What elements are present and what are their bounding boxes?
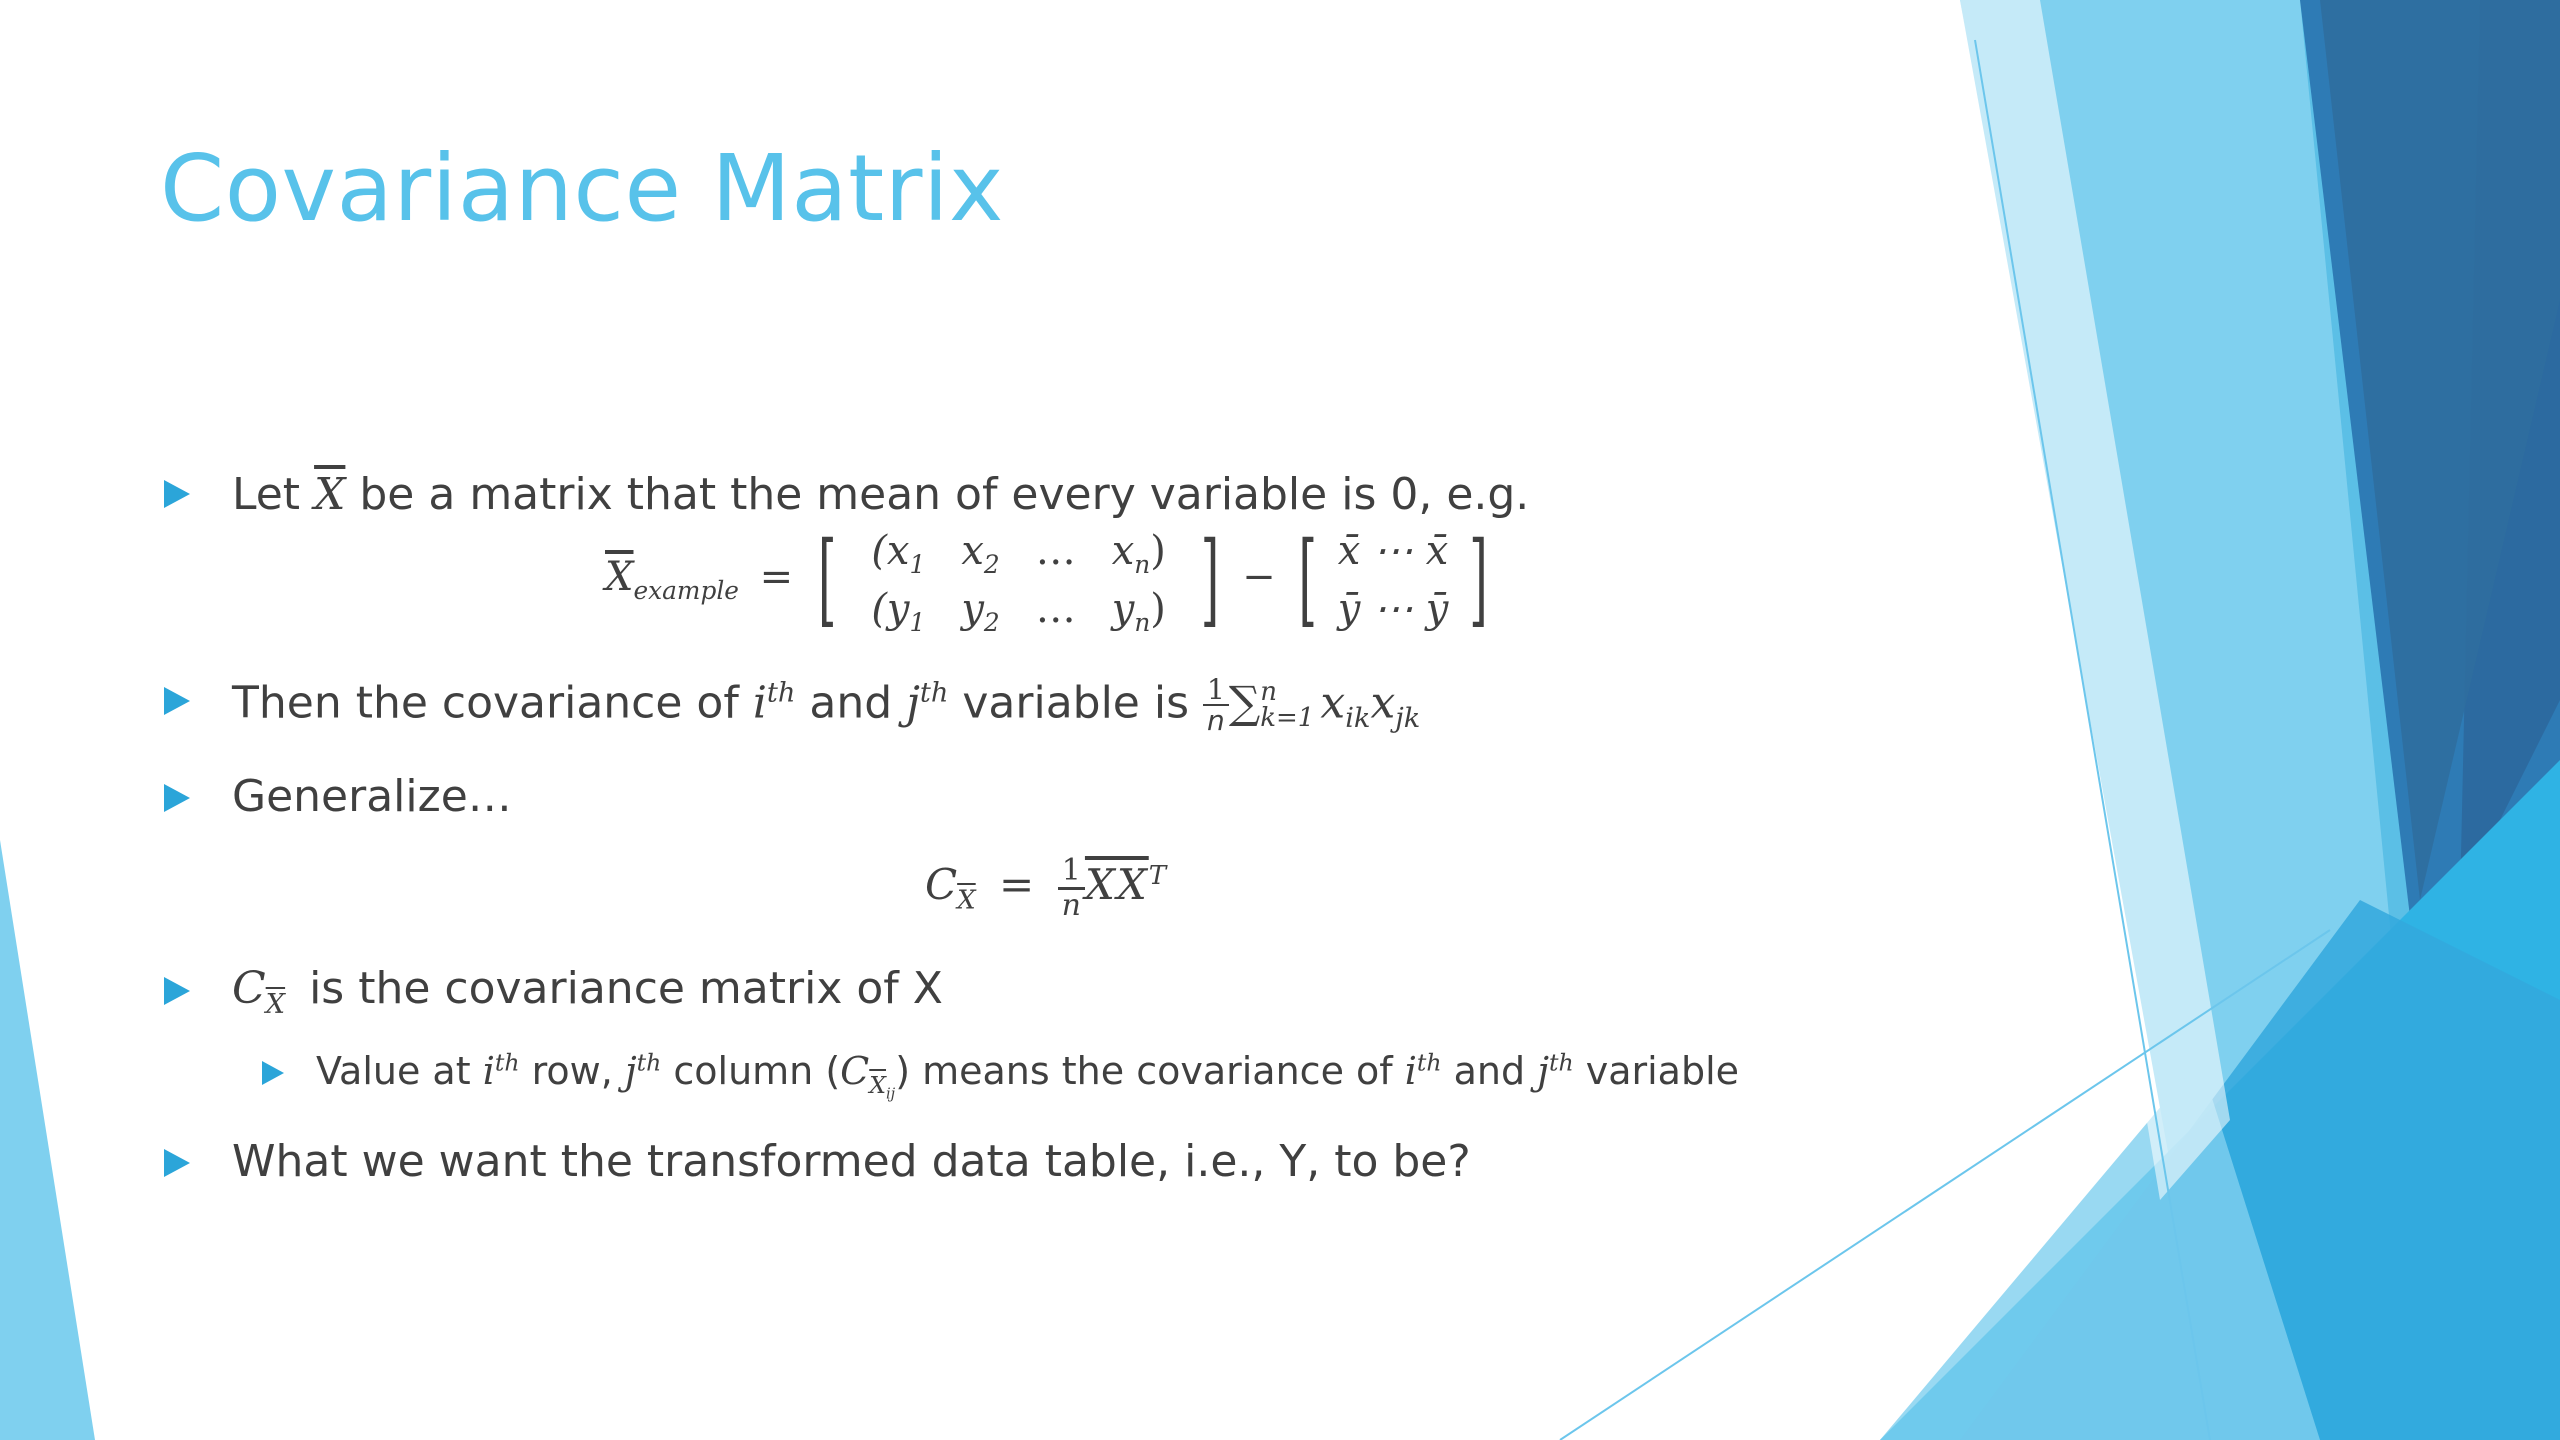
bullet-4-text: is the covariance matrix of X: [295, 963, 943, 1014]
bullet-2-text-c: variable is: [948, 677, 1204, 729]
left-bracket: [: [817, 521, 837, 639]
term-x: x: [1320, 677, 1346, 729]
eq-lhs-subscript: example: [633, 576, 739, 605]
th-superscript: th: [1416, 1048, 1442, 1077]
c-symbol: C: [232, 963, 266, 1014]
bullet-2-text-a: Then the covariance of: [232, 677, 753, 729]
j-symbol: j: [906, 677, 920, 729]
bullet-arrow-icon: [164, 480, 190, 508]
covariance-equation: [925, 855, 1166, 921]
matrix-row-x: ($x_1$ $x_2$ … $x_n$): [871, 528, 1166, 579]
sub-bullet: [316, 1048, 1740, 1103]
transpose-superscript: T: [1148, 861, 1167, 891]
left-bracket-mean: [: [1298, 521, 1318, 639]
th-superscript: th: [494, 1048, 520, 1077]
bullet-arrow-icon: [164, 784, 190, 812]
sub-bullet-text-b: row,: [519, 1049, 625, 1093]
cov-fraction: [1058, 855, 1085, 921]
cov-equals: =: [999, 860, 1035, 909]
th-superscript: th: [1548, 1048, 1574, 1077]
th-superscript: th: [919, 677, 949, 709]
cov-lhs-symbol: C: [925, 860, 958, 909]
x-bar-symbol: $\overline{X}$: [314, 469, 346, 520]
bullet-5: What we want the transformed data table, i.e., Y, to be?: [232, 1136, 1471, 1187]
cov-fraction-denominator: n: [1061, 887, 1081, 923]
eq-equals: =: [759, 554, 794, 600]
sub-bullet-arrow-icon: [262, 1061, 284, 1085]
summation-limits: [1260, 677, 1315, 734]
sub-bullet-text-c: column (: [661, 1049, 841, 1093]
facet-left-sliver: [0, 840, 95, 1440]
sum-lower-limit: k=1: [1260, 703, 1315, 734]
c-subscript: $\overline{X}$: [869, 1070, 887, 1099]
bullet-3: Generalize…: [232, 771, 512, 822]
sub-bullet-text-a: Value at: [316, 1049, 483, 1093]
bullet-1-text-b: be a matrix that the mean of every variable is 0, e.g.: [345, 469, 1530, 520]
bullet-1: [232, 469, 1530, 520]
th-superscript: th: [636, 1048, 662, 1077]
sub-bullet-text-e: and: [1441, 1049, 1538, 1093]
j-symbol: j: [624, 1049, 637, 1093]
sub-bullet-text-f: variable: [1573, 1049, 1740, 1093]
eq-minus: −: [1242, 554, 1276, 600]
bullet-2: [232, 675, 1420, 736]
mean-row-y: ȳ ⋯ ȳ: [1337, 586, 1449, 632]
slide-title: Covariance Matrix: [160, 135, 1005, 242]
c-subscript: X: [265, 988, 286, 1020]
j-symbol: j: [1537, 1049, 1549, 1093]
term-sub-ik: ik: [1345, 703, 1371, 735]
sum-upper-limit: n: [1260, 677, 1278, 708]
one-over-n-fraction: [1203, 675, 1229, 736]
i-symbol: i: [752, 677, 767, 729]
example-equation: [605, 522, 1492, 638]
eq-lhs-symbol: $\overline{X}$: [605, 554, 634, 600]
c-symbol: C: [840, 1049, 870, 1093]
mean-matrix: [1334, 522, 1453, 638]
th-superscript: th: [766, 677, 796, 709]
bullet-1-text-a: Let: [232, 469, 315, 520]
bullet-2-text-b: and: [795, 677, 907, 729]
i-symbol: i: [482, 1049, 495, 1093]
sub-bullet-text-d: ) means the covariance of: [895, 1049, 1405, 1093]
i-symbol: i: [1404, 1049, 1417, 1093]
mean-row-x: x̄ ⋯ x̄: [1337, 528, 1449, 574]
cov-lhs-subscript: X: [957, 885, 976, 916]
term-x2: x: [1370, 677, 1396, 729]
bullet-4: [232, 963, 943, 1020]
c-subsubscript: ij: [886, 1085, 896, 1103]
matrix-row-y: ($y_1$ $y_2$ … $y_n$): [871, 586, 1166, 637]
term-sub-jk: jk: [1395, 703, 1421, 735]
right-bracket-mean: ]: [1469, 521, 1488, 639]
cov-fraction-numerator: 1: [1058, 855, 1085, 890]
cov-rhs: $\overline{XX}$: [1084, 860, 1149, 909]
data-matrix: [853, 522, 1184, 638]
fraction-denominator: n: [1207, 704, 1225, 738]
bullet-arrow-icon: [164, 687, 190, 715]
fraction-numerator: 1: [1203, 675, 1229, 706]
summation-symbol: ∑: [1228, 677, 1261, 729]
bullet-arrow-icon: [164, 977, 190, 1005]
right-bracket: ]: [1200, 521, 1220, 639]
bullet-arrow-icon: [164, 1149, 190, 1177]
